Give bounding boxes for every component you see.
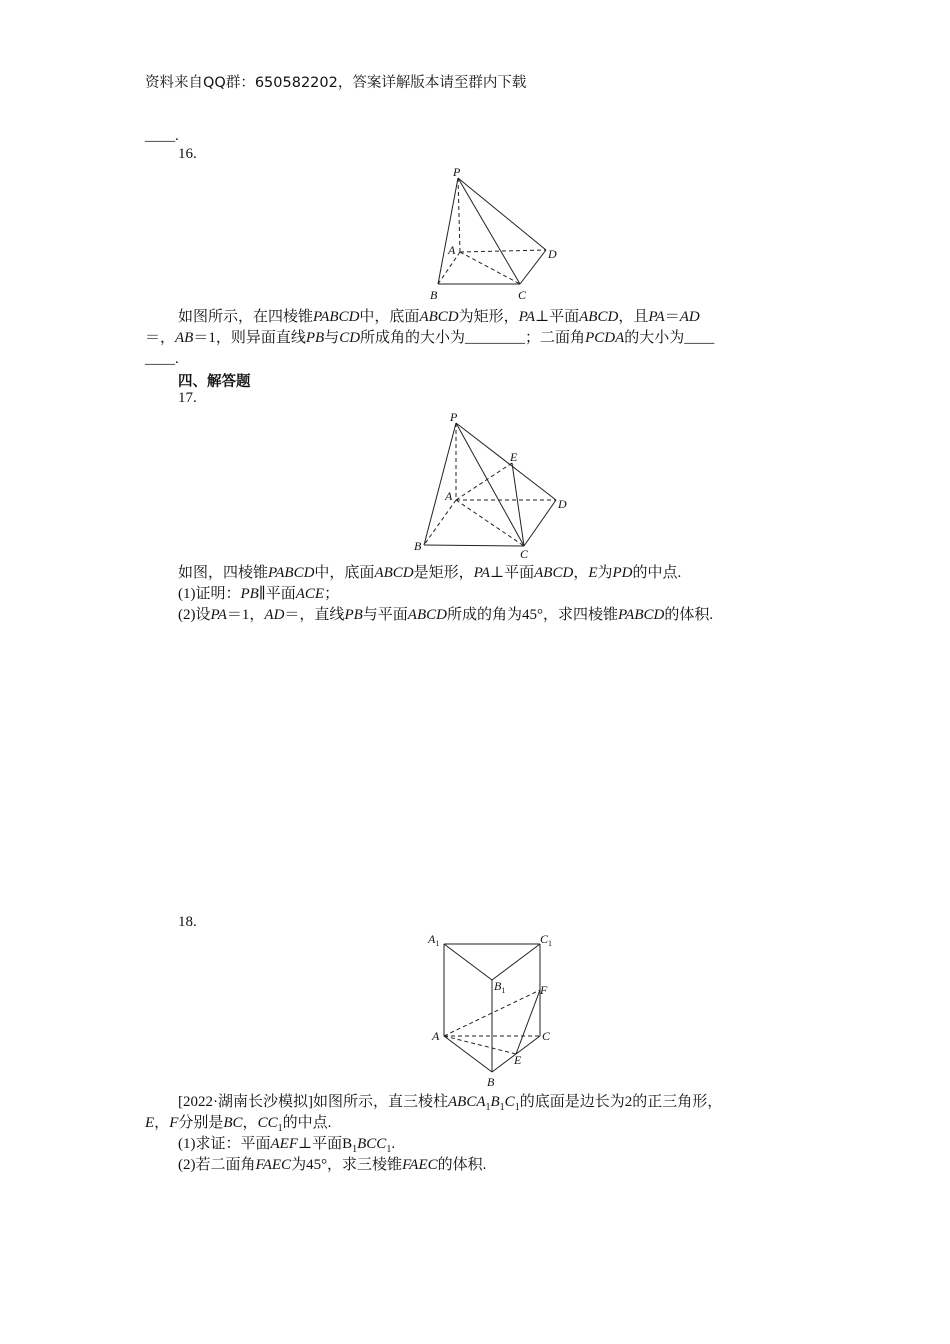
q17-intro <box>178 563 681 584</box>
subscript: 1 <box>485 1102 491 1113</box>
math: PABCD <box>268 565 315 581</box>
q17-part-1 <box>178 584 339 605</box>
math: AD <box>264 607 285 623</box>
text: ＝1，则异面直线 <box>193 330 306 346</box>
text: 中，底面 <box>359 309 420 325</box>
question-16-number: 16. <box>178 146 197 162</box>
math: ABCD <box>374 565 414 581</box>
text: 的中点. <box>632 565 682 581</box>
math: PA <box>648 309 665 325</box>
text: ＝ <box>664 309 680 325</box>
answer-blank-fragment: ____. <box>145 128 179 144</box>
label-e: E <box>514 1053 522 1067</box>
math: B <box>490 1094 500 1110</box>
label-subscript: 1 <box>501 986 506 995</box>
section-heading: 四、解答题 <box>178 374 251 390</box>
math: ABCD <box>419 309 459 325</box>
label-letter: C <box>540 932 549 946</box>
text: ， <box>242 1115 258 1131</box>
math: FAEC <box>255 1157 292 1173</box>
q16-text-line-3: ____. <box>145 351 179 367</box>
text: 为 <box>597 565 613 581</box>
math: PABCD <box>617 607 665 623</box>
label-subscript: 1 <box>548 939 553 948</box>
label-a: A <box>445 489 453 503</box>
label-letter: B <box>494 979 502 993</box>
text: 为矩形， <box>458 309 519 325</box>
text: 的体积. <box>664 607 714 623</box>
text: 的中点. <box>282 1115 332 1131</box>
text: ， <box>573 565 589 581</box>
text: 如图所示，在四棱锥 <box>178 309 314 325</box>
subscript: 1 <box>386 1144 392 1155</box>
text: 中，底面 <box>314 565 375 581</box>
text: 如图，四棱锥 <box>178 565 269 581</box>
label-a: A <box>432 1029 440 1043</box>
question-18-number: 18. <box>178 914 197 930</box>
text: . <box>391 1136 396 1152</box>
text: (1)证明： <box>178 586 241 602</box>
math: ABCD <box>579 309 619 325</box>
label-e: E <box>510 450 518 464</box>
page-header: 资料来自QQ群：650582202，答案详解版本请至群内下载 <box>145 75 527 91</box>
text: ； <box>324 586 340 602</box>
label-f: F <box>540 983 548 997</box>
math: CD <box>339 330 361 346</box>
math: PA <box>473 565 491 581</box>
math: PB <box>305 330 325 346</box>
math: BCC <box>357 1136 387 1152</box>
label-b: B <box>487 1075 495 1089</box>
math: AB <box>175 330 194 346</box>
math: ABCD <box>407 607 447 623</box>
question-17-number: 17. <box>178 390 197 406</box>
text: ∥平面 <box>258 586 296 602</box>
label-c: C <box>518 288 527 302</box>
text: 的体积. <box>437 1157 487 1173</box>
label-p: P <box>453 165 461 179</box>
text: (1)求证：平面 <box>178 1136 271 1152</box>
math: PD <box>612 565 633 581</box>
q16-pyramid-figure <box>420 162 570 306</box>
text: 与 <box>324 330 340 346</box>
math: PA <box>210 607 227 623</box>
text: 的大小为____ <box>624 330 715 346</box>
text: 所成角的大小为________；二面角 <box>360 330 586 346</box>
label-b: B <box>414 539 422 553</box>
math: PABCD <box>313 309 360 325</box>
math: C <box>504 1094 515 1110</box>
text: ＝，直线 <box>284 607 345 623</box>
label-c: C <box>542 1029 551 1043</box>
q16-text-line-2 <box>145 328 714 349</box>
text: 为45°，求三棱锥 <box>291 1157 403 1173</box>
text: ， <box>154 1115 170 1131</box>
label-b1 <box>494 979 505 995</box>
math: E <box>145 1115 155 1131</box>
text: ⊥平面 <box>490 565 535 581</box>
label-c1 <box>540 932 552 948</box>
label-b: B <box>430 288 438 302</box>
math: FAEC <box>402 1157 438 1173</box>
text: 与平面 <box>362 607 408 623</box>
math: ABCD <box>534 565 574 581</box>
math: F <box>169 1115 179 1131</box>
q17-part-2 <box>178 605 713 626</box>
text: 所成的角为45°，求四棱锥 <box>446 607 618 623</box>
text: [2022·湖南长沙模拟]如图所示，直三棱柱 <box>178 1094 448 1110</box>
label-d: D <box>548 247 557 261</box>
subscript: 1 <box>514 1102 520 1113</box>
label-d: D <box>558 497 567 511</box>
math: AD <box>679 309 700 325</box>
q18-part-2 <box>178 1155 486 1176</box>
math: PCDA <box>585 330 625 346</box>
q18-prism-figure <box>424 928 574 1090</box>
subscript: 1 <box>499 1102 505 1113</box>
math: BC <box>223 1115 243 1131</box>
text: ＝， <box>145 330 176 346</box>
label-p: P <box>450 410 458 424</box>
text: 的底面是边长为2的正三角形， <box>519 1094 723 1110</box>
math: ACE <box>295 586 325 602</box>
q16-text-line-1 <box>178 307 700 328</box>
text: ⊥平面 <box>298 1136 343 1152</box>
math: PB <box>344 607 363 623</box>
label-c: C <box>520 547 529 560</box>
subscript: 1 <box>352 1144 358 1155</box>
math: E <box>588 565 598 581</box>
text: (2)若二面角 <box>178 1157 256 1173</box>
math: CC <box>257 1115 278 1131</box>
text: B <box>342 1136 353 1152</box>
math: PA <box>518 309 536 325</box>
text: ⊥平面 <box>535 309 580 325</box>
text: 分别是 <box>178 1115 224 1131</box>
label-letter: A <box>428 932 436 946</box>
subscript: 1 <box>277 1123 283 1134</box>
text: (2)设 <box>178 607 211 623</box>
math: ABCA <box>448 1094 486 1110</box>
text: 是矩形， <box>413 565 474 581</box>
label-a: A <box>448 243 456 257</box>
q17-pyramid-figure <box>408 408 578 560</box>
text: ，且 <box>618 309 649 325</box>
text: ＝1， <box>226 607 265 623</box>
label-a1 <box>427 932 439 948</box>
math: PB <box>240 586 259 602</box>
math: AEF <box>270 1136 298 1152</box>
label-subscript: 1 <box>435 939 440 948</box>
